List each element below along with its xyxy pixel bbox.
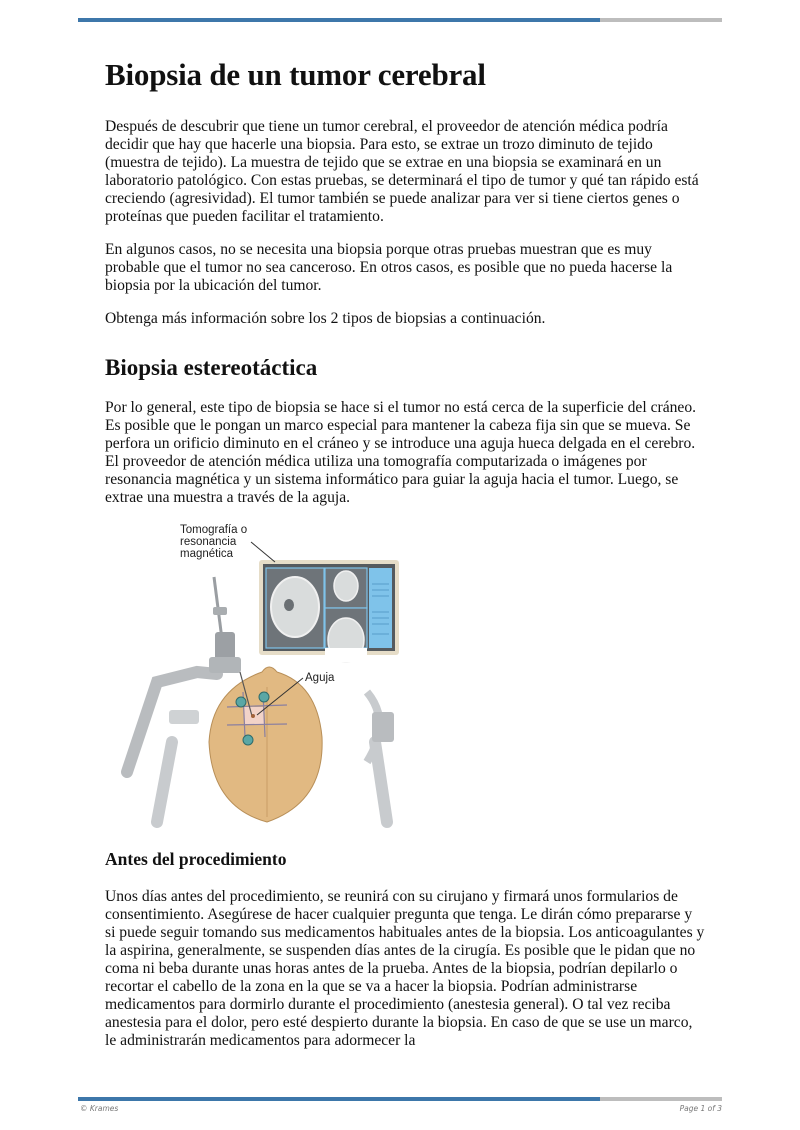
- frame-pin: [259, 692, 269, 702]
- label-scan: [180, 524, 247, 560]
- before-procedure-paragraph: Unos días antes del procedimiento, se reunirá con su cirujano y firmará unos formularios de consentimiento. Asegúrese de hacer cualquier pregunta que tenga. Le dirán cómo prepararse y si puede seguir tomando sus medicamentos habituales antes de la biopsia. Los anticoagulantes y la aspirina, generalmente, se suspenden días antes de la cirugía. Es posible que le pidan que no coma ni beba durante unas horas antes de la prueba. Antes de la biopsia, podrían depilarlo o recortar el cabello de la zona en la que se va a hacer la biopsia. Podrían administrarse medicamentos para dormirlo durante el procedimiento (anestesia general). O tal vez reciba anestesia para el dolor, pero esté despierto durante la biopsia. En caso de que se use un marco, le administrarán medicamentos para adormecer la: [105, 888, 705, 1049]
- frame-pin: [243, 735, 253, 745]
- label-scan-line-1: Tomografía o: [180, 524, 248, 536]
- section-heading-stereotactic: Biopsia estereotáctica: [105, 355, 318, 380]
- brain-scan-large: [271, 577, 319, 637]
- header-progress-bar: [78, 18, 722, 22]
- illustration-graphic: [117, 522, 407, 832]
- footer-copyright: © Krames: [80, 1104, 119, 1113]
- header-progress-fill: [78, 18, 600, 22]
- frame-pin: [236, 697, 246, 707]
- patient-head: [209, 667, 322, 822]
- page-title: Biopsia de un tumor cerebral: [105, 57, 486, 92]
- frame-arm-right: [375, 742, 387, 822]
- footer-progress-bar: [78, 1097, 722, 1101]
- footer-progress-fill: [78, 1097, 600, 1101]
- brain-scan-small: [334, 571, 358, 601]
- intro-paragraph-2: En algunos casos, no se necesita una biopsia porque otras pruebas muestran que es muy probable que el tumor no sea canceroso. En otros casos, es posible que no pueda hacerse la biopsia por la ubicación del tumor.: [105, 241, 673, 294]
- intro-paragraph-3: Obtenga más información sobre los 2 tipos de biopsias a continuación.: [105, 310, 546, 327]
- label-scan-line-3: magnética: [180, 548, 234, 560]
- intro-paragraph-1: Después de descubrir que tiene un tumor cerebral, el proveedor de atención médica podría decidir que hay que hacerle una biopsia. Para esto, se extrae un trozo diminuto de tejido (muestra de tejido). La muestra de tejido que se extrae en una biopsia se examinará en un laboratorio patológico. Con estas pruebas, se determinará el tipo de tumor y qué tan rápido está creciendo (agresividad). El tumor también se puede analizar para ver si tiene ciertos genes o proteínas que pueden facilitar el tratamiento.: [105, 118, 699, 225]
- stereotactic-paragraph: Por lo general, este tipo de biopsia se hace si el tumor no está cerca de la superficie del cráneo. Es posible que le pongan un marco especial para mantener la cabeza fija sin que se mueva. Se perfora un orificio diminuto en el cráneo y se introduce una aguja hueca delgada en el cerebro. El proveedor de atención médica utiliza una tomografía computarizada o imágenes por resonancia magnética y un sistema informático para guiar la aguja hacia el tumor. Luego, se extrae una muestra a través de la aguja.: [105, 399, 697, 506]
- scan-data-panel: [369, 568, 392, 648]
- section-heading-before-procedure: Antes del procedimiento: [105, 849, 287, 869]
- label-needle: Aguja: [305, 672, 335, 684]
- label-scan-line-2: resonancia: [180, 536, 237, 548]
- document-body: [105, 56, 705, 1065]
- stereotactic-biopsy-illustration: [117, 522, 407, 832]
- footer-page-indicator: Page 1 of 3: [679, 1104, 722, 1113]
